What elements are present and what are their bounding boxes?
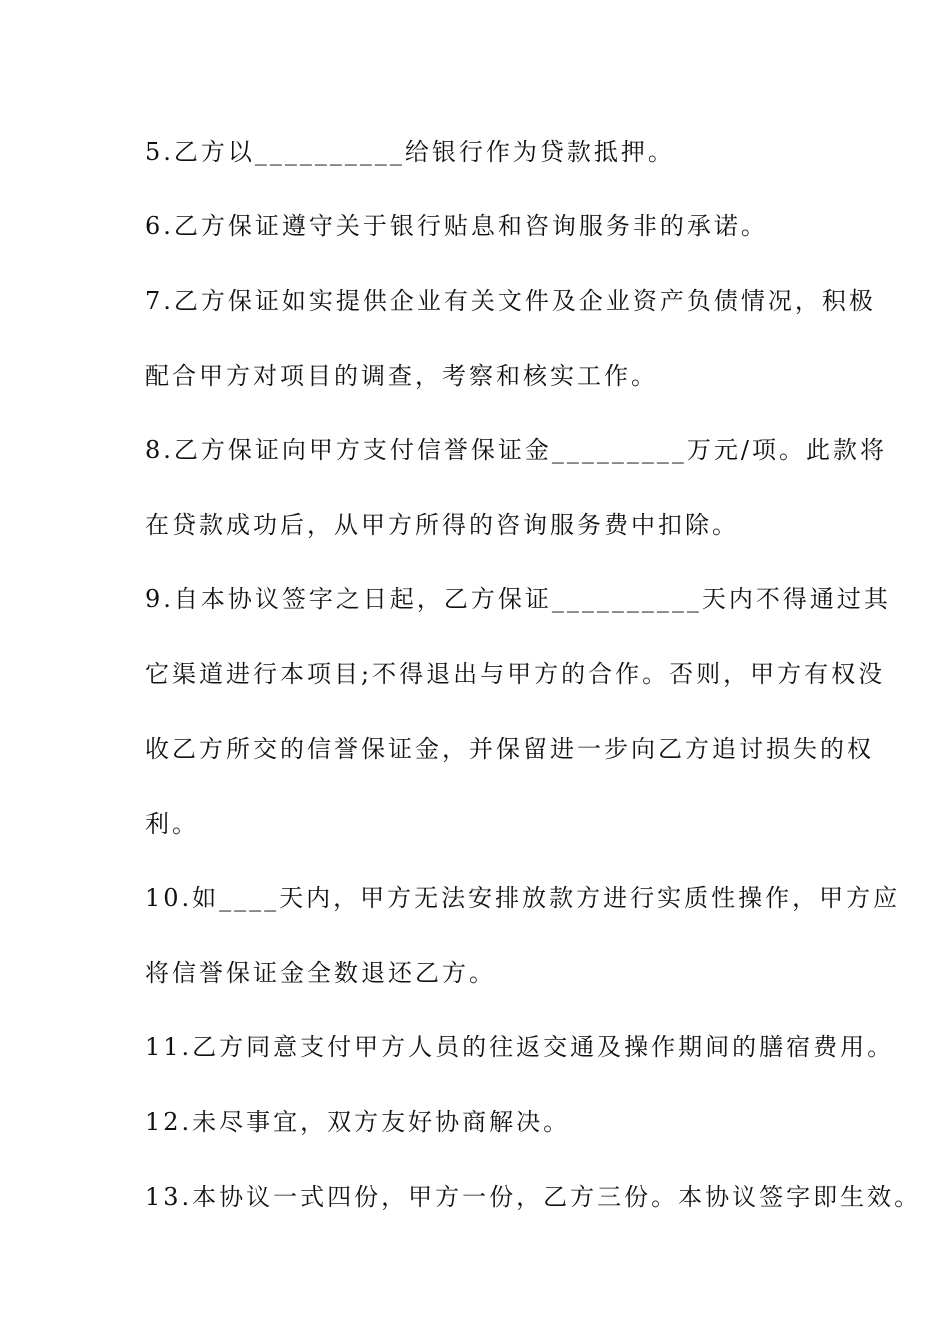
clause-9-line-4: 利。 [145,810,199,838]
clause-13-line: 13.本协议一式四份，甲方一份，乙方三份。本协议签字即生效。 [145,1183,922,1211]
clause-6-line: 6.乙方保证遵守关于银行贴息和咨询服务非的承诺。 [145,212,768,240]
clause-5-line: 5.乙方以__________给银行作为贷款抵押。 [145,138,675,166]
clause-8-line-1: 8.乙方保证向甲方支付信誉保证金_________万元/项。此款将 [145,436,887,464]
clause-11-line: 11.乙方同意支付甲方人员的往返交通及操作期间的膳宿费用。 [145,1033,895,1061]
clause-9-line-2: 它渠道进行本项目;不得退出与甲方的合作。否则，甲方有权没 [145,660,886,688]
clause-9-line-3: 收乙方所交的信誉保证金，并保留进一步向乙方追讨损失的权 [145,735,874,763]
clause-7-line-2: 配合甲方对项目的调查，考察和核实工作。 [145,362,658,390]
clause-7-line-1: 7.乙方保证如实提供企业有关文件及企业资产负债情况，积极 [145,287,876,315]
clause-10-line-2: 将信誉保证金全数退还乙方。 [145,959,496,987]
clause-12-line: 12.未尽事宜，双方友好协商解决。 [145,1108,571,1136]
clause-10-line-1: 10.如____天内，甲方无法安排放款方进行实质性操作，甲方应 [145,884,901,912]
clause-8-line-2: 在贷款成功后，从甲方所得的咨询服务费中扣除。 [145,511,739,539]
clause-9-line-1: 9.自本协议签字之日起，乙方保证__________天内不得通过其 [145,585,891,613]
